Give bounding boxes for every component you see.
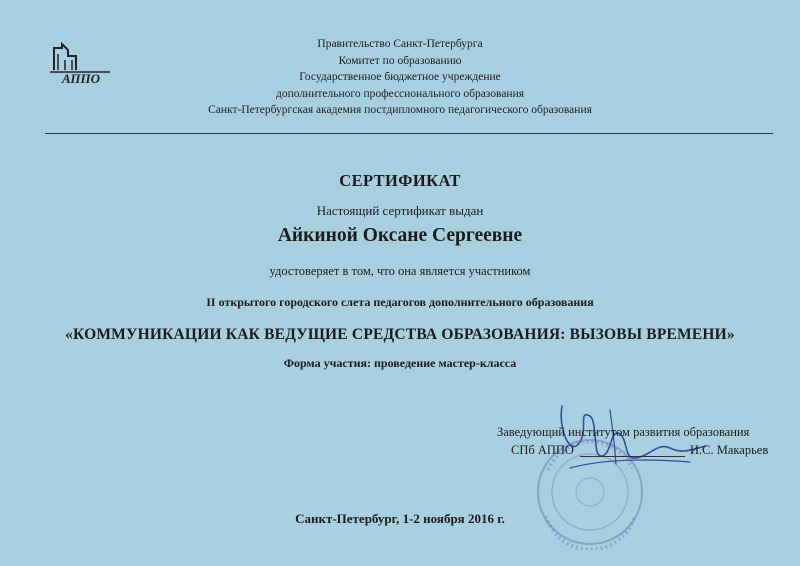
header-line: Государственное бюджетное учреждение bbox=[299, 71, 501, 83]
issued-to-text: Настоящий сертификат выдан bbox=[316, 203, 484, 218]
recipient-name: Айкиной Оксане Сергеевне bbox=[277, 225, 523, 246]
header-line: Правительство Санкт-Петербурга bbox=[317, 38, 483, 50]
certifies-text: удостоверяет в том, что она является участником bbox=[269, 264, 531, 278]
issuer-header bbox=[150, 36, 650, 119]
header-divider bbox=[45, 133, 773, 134]
signatory-org: СПб АППО bbox=[511, 443, 574, 457]
signature-line bbox=[580, 456, 685, 457]
header-line: Санкт-Петербургская академия постдипломного педагогического образования bbox=[208, 104, 592, 116]
signatory-name: И.С. Макарьев bbox=[690, 443, 769, 457]
signatory-title: Заведующий институтом развития образования bbox=[497, 425, 750, 439]
header-line: Комитет по образованию bbox=[338, 54, 462, 67]
header-line: дополнительного профессионального образования bbox=[275, 87, 525, 100]
logo-lettering: АППО bbox=[62, 71, 100, 86]
event-theme: «КОММУНИКАЦИИ КАК ВЕДУЩИЕ СРЕДСТВА ОБРАЗОВАНИЯ: ВЫЗОВЫ ВРЕМЕНИ» bbox=[65, 326, 735, 343]
appo-logo bbox=[48, 42, 112, 86]
certificate-title: СЕРТИФИКАТ bbox=[339, 171, 461, 190]
participation-form: Форма участия: проведение мастер-класса bbox=[283, 356, 517, 370]
event-name: II открытого городского слета педагогов дополнительного образования bbox=[206, 295, 594, 309]
place-and-date: Санкт-Петербург, 1-2 ноября 2016 г. bbox=[295, 511, 505, 526]
